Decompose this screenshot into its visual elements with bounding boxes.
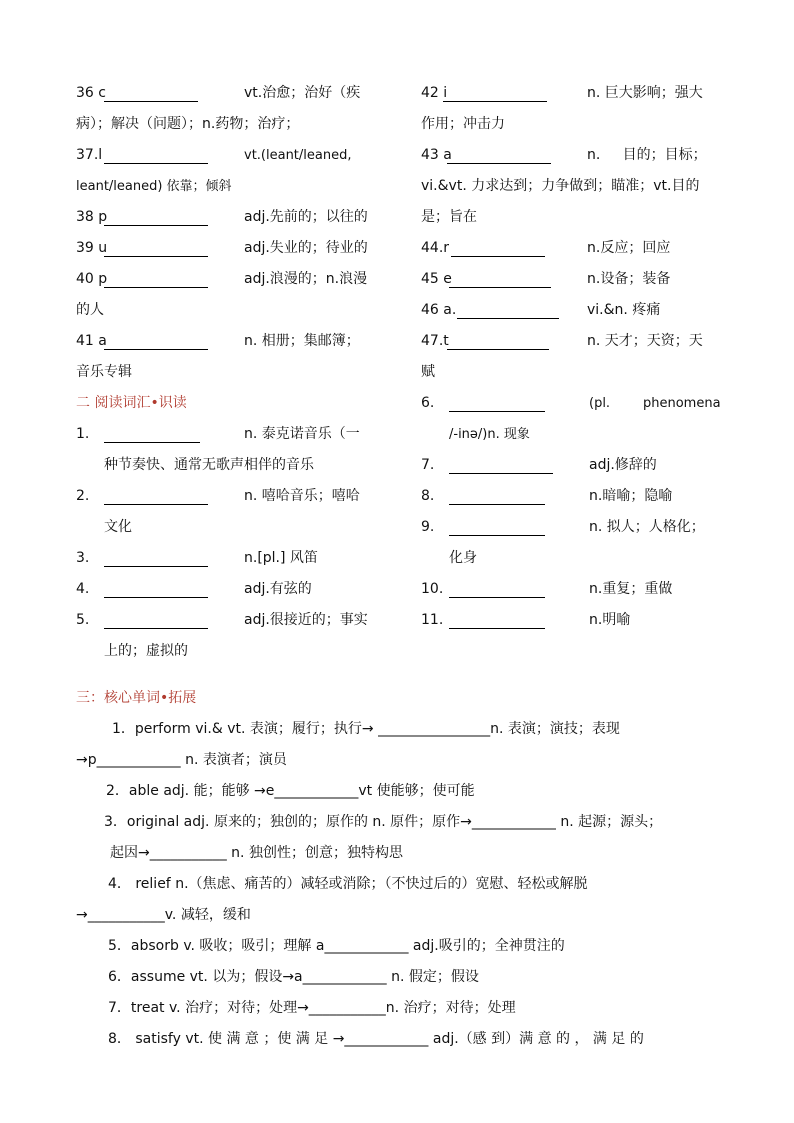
- item-definition: (pl.: [589, 396, 611, 411]
- item-continuation: [421, 109, 719, 140]
- item-definition: adj.很接近的；事实: [244, 612, 368, 628]
- item-number: 46 a.: [421, 302, 457, 318]
- answer-blank[interactable]: [451, 241, 545, 257]
- item-definition: adj.浪漫的；n.浪漫: [244, 271, 368, 287]
- item-continuation: [76, 171, 376, 202]
- answer-blank[interactable]: [449, 458, 553, 474]
- reading-item-10: [421, 574, 719, 605]
- item-number: 11.: [421, 612, 444, 628]
- answer-blank[interactable]: [447, 334, 549, 350]
- reading-item-4: [76, 574, 376, 605]
- reading-item-5: [76, 605, 376, 636]
- item-definition-cont: 种节奏快、通常无歌声相伴的音乐: [104, 457, 314, 473]
- answer-blank[interactable]: [449, 520, 545, 536]
- item-definition: n. 天才；天资；天: [587, 333, 703, 349]
- answer-blank[interactable]: [447, 148, 551, 164]
- core-word-line: 3．original adj. 原来的；独创的；原作的 n. 原件；原作→____________ n. 起源；源头；: [104, 814, 663, 830]
- item-number: 2.: [76, 488, 90, 504]
- item-continuation: [421, 419, 719, 450]
- item-continuation: [76, 109, 376, 140]
- vocab-item-43: [421, 140, 719, 171]
- item-definition: vi.&n. 疼痛: [587, 302, 661, 318]
- answer-blank[interactable]: [449, 396, 545, 412]
- reading-item-3: [76, 543, 376, 574]
- core-word-line: 8． satisfy vt. 使 满 意 ；使 满 足 →____________ adj.（感 到）满 意 的 ， 满 足 的: [108, 1031, 644, 1047]
- item-number: 43 a: [421, 147, 452, 163]
- item-definition-cont: leant/leaned) 依靠；倾斜: [76, 179, 232, 194]
- vocab-item-39: [76, 233, 376, 264]
- item-definition-cont: 上的；虚拟的: [104, 643, 188, 659]
- item-definition-cont: 作用；冲击力: [421, 116, 505, 132]
- core-word-line: 5．absorb v. 吸收；吸引；理解 a____________ adj.吸引的；全神贯注的: [108, 938, 565, 954]
- item-number: 42 i: [421, 85, 448, 101]
- item-number: 41 a: [76, 333, 107, 349]
- item-continuation: [76, 512, 376, 543]
- answer-blank[interactable]: [104, 86, 198, 102]
- item-continuation: [421, 543, 719, 574]
- vocab-item-44: [421, 233, 719, 264]
- item-number: 1.: [76, 426, 90, 442]
- item-definition-cont: vi.&vt. 力求达到；力争做到；瞄准；vt.目的: [421, 178, 700, 194]
- core-word-line: 6．assume vt. 以为；假设→a____________ n. 假定；假设: [108, 969, 479, 985]
- item-definition-cont: 病）；解决（问题）；n.药物；治疗；: [76, 116, 300, 132]
- reading-item-7: [421, 450, 719, 481]
- item-definition: n.暗喻；隐喻: [589, 488, 673, 504]
- item-continuation: [421, 357, 719, 388]
- answer-blank[interactable]: [104, 210, 208, 226]
- item-definition: n.明喻: [589, 612, 631, 628]
- item-number: 8.: [421, 488, 435, 504]
- answer-blank[interactable]: [457, 303, 559, 319]
- item-definition: n. 泰克诺音乐（一: [244, 426, 360, 442]
- vocab-item-37: [76, 140, 376, 171]
- item-definition: n. 嘻哈音乐；嘻哈: [244, 488, 360, 504]
- item-definition: n.重复；重做: [589, 581, 673, 597]
- vocab-item-45: [421, 264, 719, 295]
- left-column: [76, 78, 376, 667]
- vocab-item-40: [76, 264, 376, 295]
- right-column: [421, 78, 719, 636]
- item-definition: adj.先前的；以往的: [244, 209, 368, 225]
- item-definition: adj.有弦的: [244, 581, 312, 597]
- item-definition: n. 巨大影响；强大: [587, 85, 703, 101]
- answer-blank[interactable]: [104, 613, 208, 629]
- item-continuation: [421, 171, 719, 202]
- item-definition-cont: 化身: [449, 550, 477, 566]
- reading-item-11: [421, 605, 719, 636]
- item-definition-cont: 赋: [421, 364, 435, 380]
- item-number: 45 e: [421, 271, 452, 287]
- answer-blank[interactable]: [104, 582, 208, 598]
- item-continuation: [76, 636, 376, 667]
- item-definition: adj.失业的；待业的: [244, 240, 368, 256]
- item-number: 36 c: [76, 85, 106, 101]
- item-definition: adj.修辞的: [589, 457, 657, 473]
- item-definition: n. 拟人；人格化；: [589, 519, 705, 535]
- vocab-item-46: [421, 295, 719, 326]
- item-number: 10.: [421, 581, 444, 597]
- item-definition: vt.(leant/leaned,: [244, 148, 352, 163]
- reading-item-1: [76, 419, 376, 450]
- core-word-line: →___________v. 减轻，缓和: [76, 907, 251, 923]
- item-definition: n.[pl.] 风笛: [244, 550, 318, 566]
- item-definition: n.设备；装备: [587, 271, 671, 287]
- item-definition-cont: 文化: [104, 519, 132, 535]
- answer-blank[interactable]: [449, 613, 545, 629]
- item-definition-b: phenomena: [643, 396, 721, 411]
- answer-blank[interactable]: [104, 241, 208, 257]
- item-number: 7.: [421, 457, 435, 473]
- reading-item-2: [76, 481, 376, 512]
- core-word-line: 7．treat v. 治疗；对待；处理→___________n. 治疗；对待；处理: [108, 1000, 516, 1016]
- answer-blank[interactable]: [104, 489, 208, 505]
- answer-blank[interactable]: [449, 272, 551, 288]
- item-continuation: [421, 202, 719, 233]
- answer-blank[interactable]: [449, 582, 545, 598]
- item-number: 3.: [76, 550, 90, 566]
- reading-item-6: [421, 388, 719, 419]
- answer-blank[interactable]: [449, 489, 545, 505]
- core-word-line: 4． relief n.（焦虑、痛苦的）减轻或消除；（不快过后的）宽慰、轻松或解脱: [108, 876, 588, 892]
- item-number: 4.: [76, 581, 90, 597]
- vocab-item-47: [421, 326, 719, 357]
- section2-heading: 二 阅读词汇•识读: [76, 395, 187, 411]
- answer-blank[interactable]: [104, 334, 208, 350]
- item-number: 6.: [421, 395, 435, 411]
- core-word-line: →p____________ n. 表演者；演员: [76, 752, 287, 768]
- vocab-item-36: [76, 78, 376, 109]
- item-number: 38 p: [76, 209, 108, 225]
- answer-blank[interactable]: [104, 427, 200, 443]
- section3-heading: 三：核心单词•拓展: [76, 690, 197, 706]
- item-definition-cont: 音乐专辑: [76, 364, 132, 380]
- core-word-line: 2．able adj. 能；能够 →e____________vt 使能够；使可能: [106, 783, 475, 799]
- item-continuation: [76, 357, 376, 388]
- item-definition-cont: /-inə/)n. 现象: [449, 427, 530, 442]
- vocab-item-42: [421, 78, 719, 109]
- item-number: 37.l: [76, 147, 103, 163]
- item-definition-cont: 是；旨在: [421, 209, 477, 225]
- item-continuation: [76, 450, 376, 481]
- item-number: 9.: [421, 519, 435, 535]
- answer-blank[interactable]: [104, 551, 208, 567]
- item-definition: n.反应；回应: [587, 240, 671, 256]
- item-definition-cont: 的人: [76, 302, 104, 318]
- item-number: 47.t: [421, 333, 449, 349]
- core-word-line: 起因→___________ n. 独创性；创意；独特构思: [110, 845, 403, 861]
- section3-core-words: [76, 683, 718, 1055]
- item-definition: n. 目的；目标；: [587, 147, 707, 163]
- reading-item-9: [421, 512, 719, 543]
- item-number: 44.r: [421, 240, 450, 256]
- vocab-item-41: [76, 326, 376, 357]
- item-number: 5.: [76, 612, 90, 628]
- item-definition: vt.治愈；治好（疾: [244, 85, 361, 101]
- answer-blank[interactable]: [443, 86, 547, 102]
- reading-item-8: [421, 481, 719, 512]
- vocab-item-38: [76, 202, 376, 233]
- item-definition: n. 相册；集邮簿；: [244, 333, 360, 349]
- core-word-line: 1．perform vi.& vt. 表演；履行；执行→ ________________n. 表演；演技；表现: [112, 721, 620, 737]
- answer-blank[interactable]: [104, 272, 208, 288]
- item-continuation: [76, 295, 376, 326]
- item-number: 39 u: [76, 240, 108, 256]
- answer-blank[interactable]: [104, 148, 208, 164]
- item-number: 40 p: [76, 271, 108, 287]
